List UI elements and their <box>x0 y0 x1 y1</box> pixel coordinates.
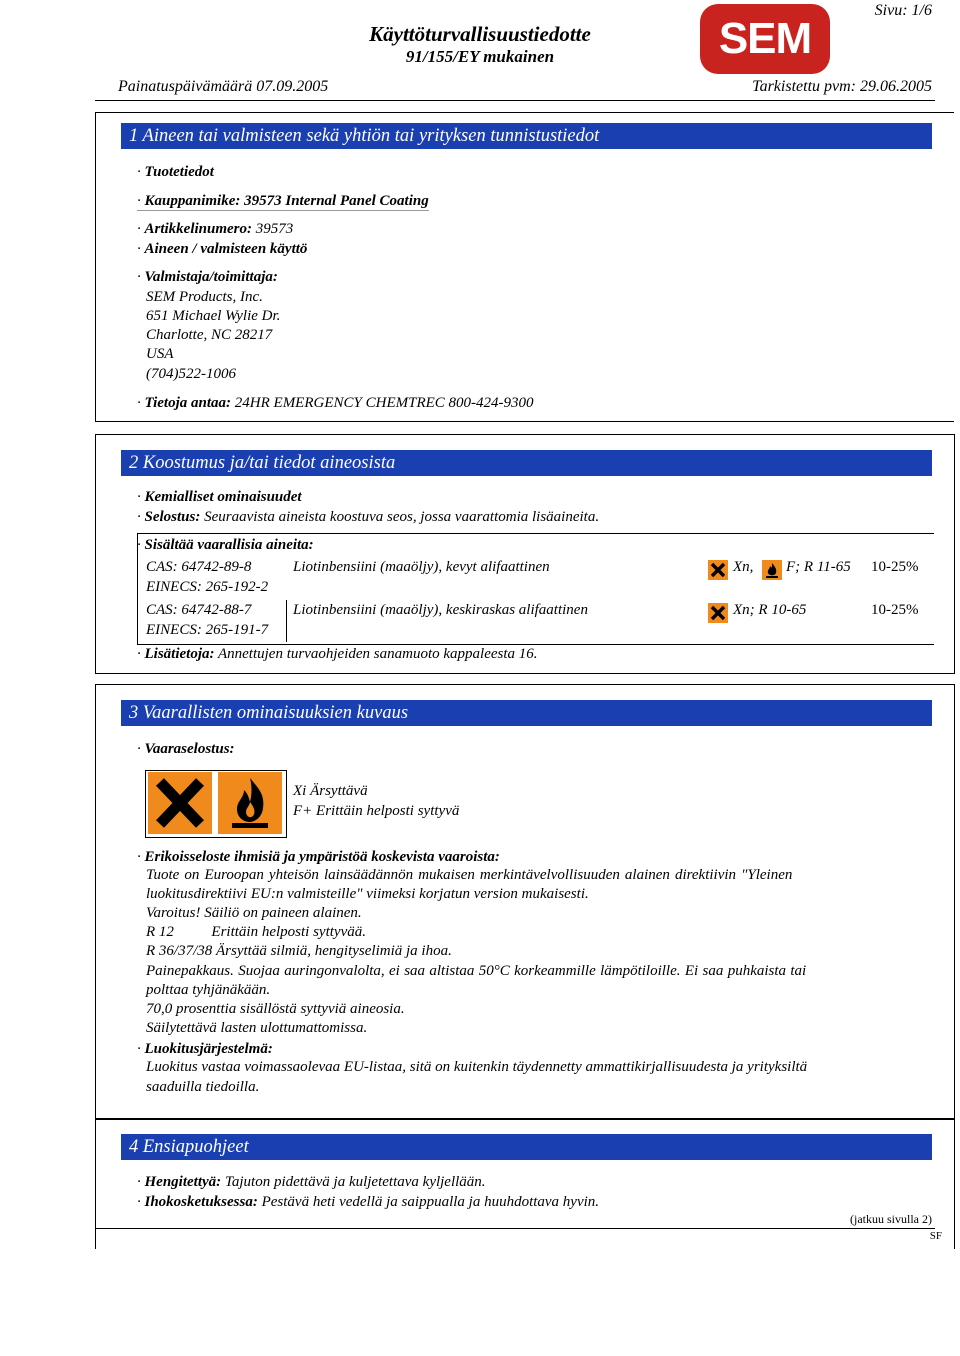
section-2-heading: 2 Koostumus ja/tai tiedot aineosista <box>121 450 932 476</box>
article-line: · Artikkelinumero: 39573 <box>137 221 294 237</box>
sem-logo <box>700 4 830 74</box>
document-title: Käyttöturvallisuustiedotte <box>369 22 591 46</box>
percentage: 10-25% <box>871 559 919 575</box>
special-text: Varoitus! Säiliö on paineen alainen. <box>146 905 362 921</box>
symbol-f-text: F+ Erittäin helposti syttyvä <box>293 803 460 819</box>
irritant-x-icon <box>148 772 212 834</box>
special-text: luokitusdirektiivi EU:n valmisteille" viimeksi korjatun version mukaisesti. <box>146 886 589 902</box>
special-text: 70,0 prosenttia sisällöstä syttyviä aineosia. <box>146 1001 405 1017</box>
harmful-x-icon <box>708 560 728 580</box>
special-text: Painepakkaus. Suojaa auringonvalolta, ei saa altistaa 50°C korkeammille lämpötiloille. Ei saa puhkaista tai <box>146 963 807 979</box>
address-line: USA <box>146 346 174 362</box>
percentage: 10-25% <box>871 602 919 618</box>
classification-label-line: · Luokitusjärjestelmä: <box>137 1041 273 1057</box>
document-subtitle: 91/155/EY mukainen <box>405 47 555 66</box>
harmful-x-icon <box>708 603 728 623</box>
class-a: Xn; R 10-65 <box>733 602 807 618</box>
address-line: (704)522-1006 <box>146 366 236 382</box>
einecs-number: EINECS: 265-191-7 <box>146 622 269 638</box>
print-date: Painatuspäivämäärä 07.09.2005 <box>118 78 329 95</box>
substance-name: Liotinbensiini (maaöljy), keskiraskas alifaattinen <box>293 602 588 618</box>
section-3-heading: 3 Vaarallisten ominaisuuksien kuvaus <box>121 700 932 726</box>
hazardous-label-line: · Sisältää vaarallisia aineita: <box>137 537 314 553</box>
info-line: · Tietoja antaa: 24HR EMERGENCY CHEMTREC 800-424-9300 <box>137 395 534 411</box>
hazard-label-line: · Vaaraselostus: <box>137 741 235 757</box>
table-divider <box>286 600 287 642</box>
class-b: F; R 11-65 <box>786 559 851 575</box>
symbol-xi-text: Xi Ärsyttävä <box>293 783 368 799</box>
special-label-line: · Erikoisseloste ihmisiä ja ympäristöä koskevista vaaroista: <box>137 849 500 865</box>
section-1-heading: 1 Aineen tai valmisteen sekä yhtiön tai yrityksen tunnistustiedot <box>121 123 932 149</box>
product-info-label: · Tuotetiedot <box>137 164 214 180</box>
description-line: · Selostus: Seuraavista aineista koostuva seos, jossa vaarattomia lisäaineita. <box>137 509 600 525</box>
classification-text: Luokitus vastaa voimassaolevaa EU-listaa, sitä on kuitenkin täydennetty ammattikirjallisuudesta ja yrityksiltä <box>146 1059 808 1075</box>
special-text: R 36/37/38 Ärsyttää silmiä, hengityselimiä ja ihoa. <box>146 943 452 959</box>
einecs-number: EINECS: 265-192-2 <box>146 579 269 595</box>
chem-props-line: · Kemialliset ominaisuudet <box>137 489 302 505</box>
class-a: Xn, <box>733 559 754 575</box>
special-text: polttaa tyhjänäkään. <box>146 982 271 998</box>
cas-number: CAS: 64742-89-8 <box>146 559 252 575</box>
classification-text: saaduilla tiedoilla. <box>146 1079 260 1095</box>
extra-info-line: · Lisätietoja: Annettujen turvaohjeiden sanamuoto kappaleesta 16. <box>137 646 538 662</box>
trade-name-line: · Kauppanimike: 39573 Internal Panel Coating <box>137 193 429 209</box>
footer-divider <box>95 1228 935 1229</box>
flame-icon <box>762 560 782 580</box>
address-line: 651 Michael Wylie Dr. <box>146 308 281 324</box>
substance-name: Liotinbensiini (maaöljy), kevyt alifaattinen <box>293 559 550 575</box>
manufacturer-line: · Valmistaja/toimittaja: <box>137 269 278 285</box>
special-text: Säilytettävä lasten ulottumattomissa. <box>146 1020 368 1036</box>
language-code: SF <box>929 1230 942 1242</box>
special-text: Tuote on Euroopan yhteisön lainsäädännön mukaisen merkintävelvollisuuden alainen direktiivin "Yleinen <box>146 867 793 883</box>
header-divider <box>95 100 935 101</box>
continues-note: (jatkuu sivulla 2) <box>850 1212 932 1226</box>
checked-date: Tarkistettu pvm: 29.06.2005 <box>752 78 932 95</box>
use-line: · Aineen / valmisteen käyttö <box>137 241 308 257</box>
address-line: SEM Products, Inc. <box>146 289 263 305</box>
page-number: Sivu: 1/6 <box>874 2 932 19</box>
address-line: Charlotte, NC 28217 <box>146 327 273 343</box>
inhalation-line: · Hengitettyä: Tajuton pidettävä ja kuljetettava kyljellään. <box>137 1174 486 1190</box>
special-text: R 12 Erittäin helposti syttyvää. <box>146 924 366 940</box>
flammable-icon <box>218 772 282 834</box>
skin-contact-line: · Ihokosketuksessa: Pestävä heti vedellä ja saippualla ja huuhdottava hyvin. <box>137 1194 600 1210</box>
logo-text: SEM <box>718 14 812 63</box>
cas-number: CAS: 64742-88-7 <box>146 602 252 618</box>
section-4-heading: 4 Ensiapuohjeet <box>121 1134 932 1160</box>
